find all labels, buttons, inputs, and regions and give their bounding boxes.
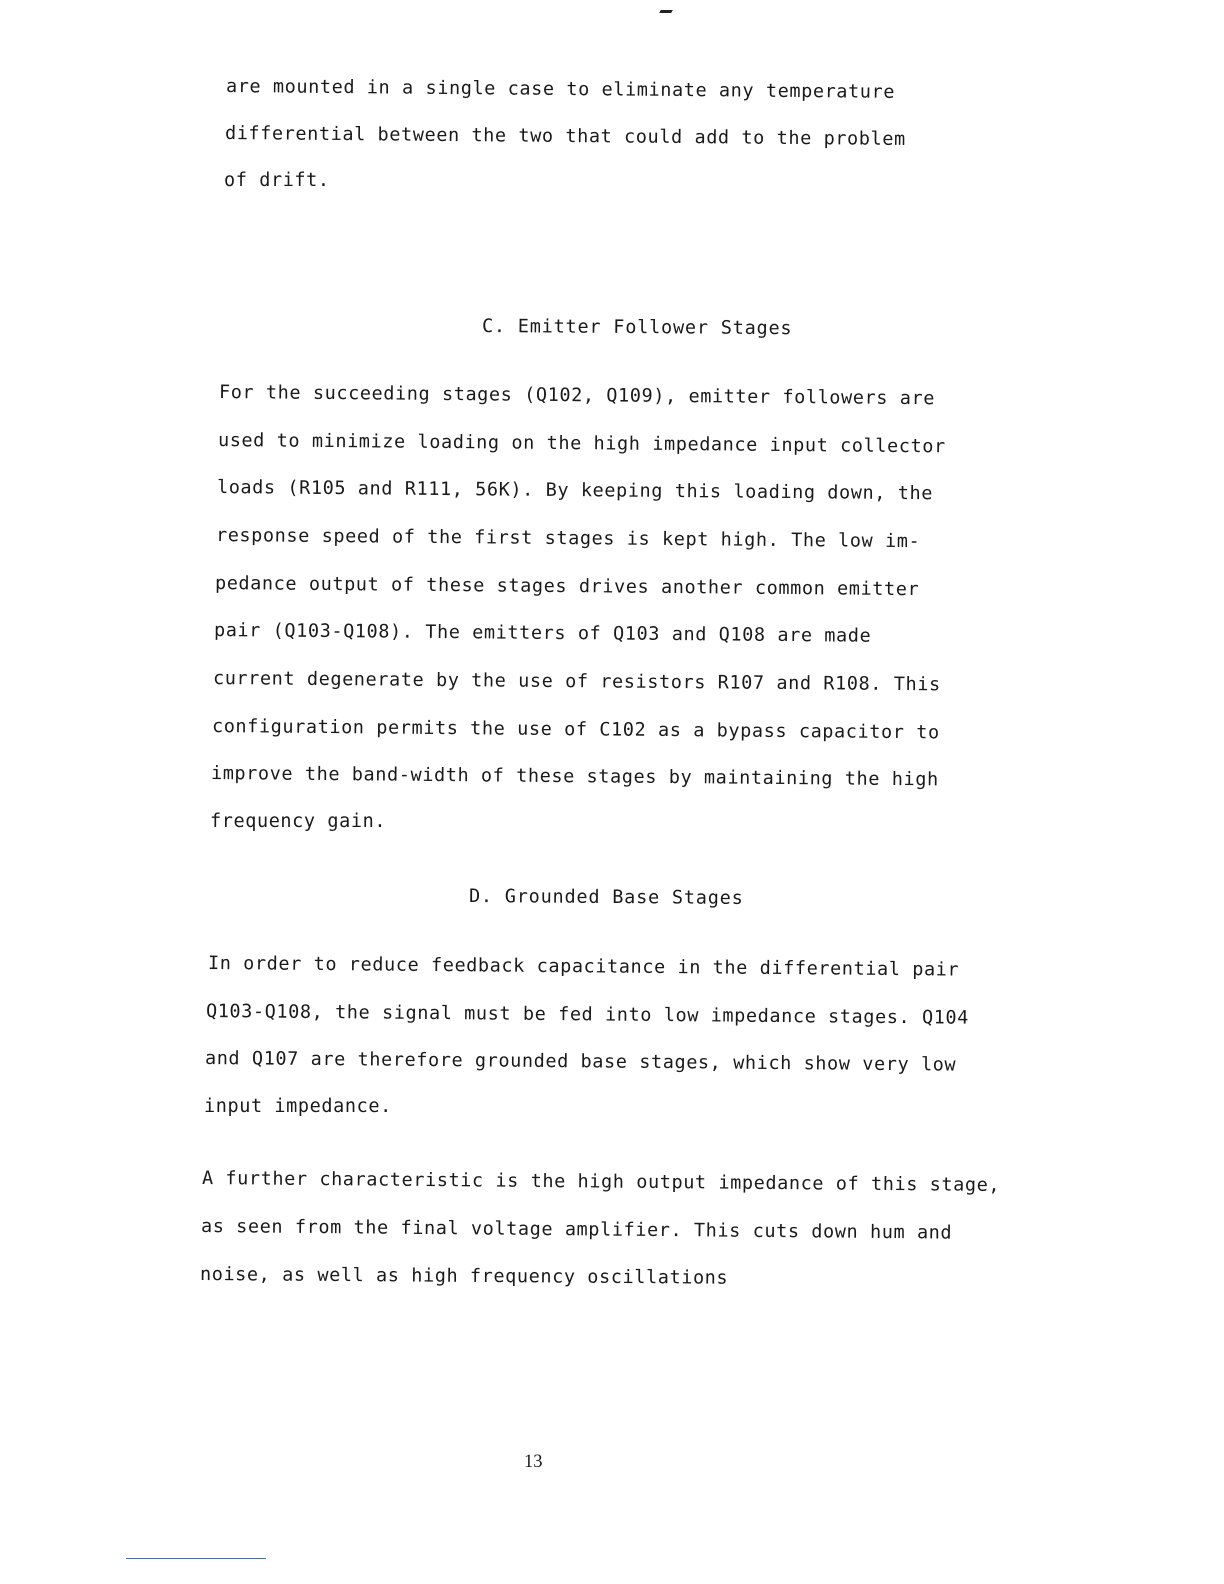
paragraph-line: In order to reduce feedback capacitance in the differential pair: [207, 953, 960, 981]
footer-rule: [126, 1558, 266, 1559]
intro-line: differential between the two that could add to the problem: [224, 123, 906, 150]
paragraph-line: Q103-Q108, the signal must be fed into low impedance stages. Q104: [205, 1001, 970, 1029]
section-heading: C. Emitter Follower Stages: [481, 316, 793, 340]
paragraph-line: current degenerate by the use of resistors R107 and R108. This: [212, 668, 941, 696]
paragraph-line: For the succeeding stages (Q102, Q109), emitter followers are: [218, 382, 936, 410]
paragraph-line: and Q107 are therefore grounded base stages, which show very low: [204, 1048, 957, 1076]
section-heading: D. Grounded Base Stages: [468, 886, 744, 909]
paragraph-line: response speed of the first stages is kept high. The low im-: [215, 525, 921, 553]
paragraph-line: used to minimize loading on the high impedance input collector: [217, 430, 946, 458]
paragraph-line: configuration permits the use of C102 as a bypass capacitor to: [211, 716, 940, 744]
paragraph-line: pedance output of these stages drives another common emitter: [214, 573, 920, 601]
paragraph-line: as seen from the final voltage amplifier. This cuts down hum and: [200, 1216, 953, 1244]
page-number: 13: [524, 1452, 543, 1472]
scan-mark: [659, 10, 673, 13]
paragraph-line: frequency gain.: [210, 811, 387, 832]
intro-line: are mounted in a single case to eliminate any temperature: [225, 76, 896, 103]
paragraph-line: improve the band-width of these stages by maintaining the high: [210, 763, 939, 791]
paragraph-line: noise, as well as high frequency oscillations: [199, 1264, 729, 1289]
paragraph-line: pair (Q103-Q108). The emitters of Q103 and Q108 are made: [213, 620, 872, 647]
paragraph-line: input impedance.: [204, 1096, 392, 1117]
intro-line: of drift.: [224, 170, 330, 191]
paragraph-line: A further characteristic is the high output impedance of this stage,: [201, 1168, 1001, 1196]
paragraph-line: loads (R105 and R111, 56K). By keeping this loading down, the: [216, 477, 934, 505]
